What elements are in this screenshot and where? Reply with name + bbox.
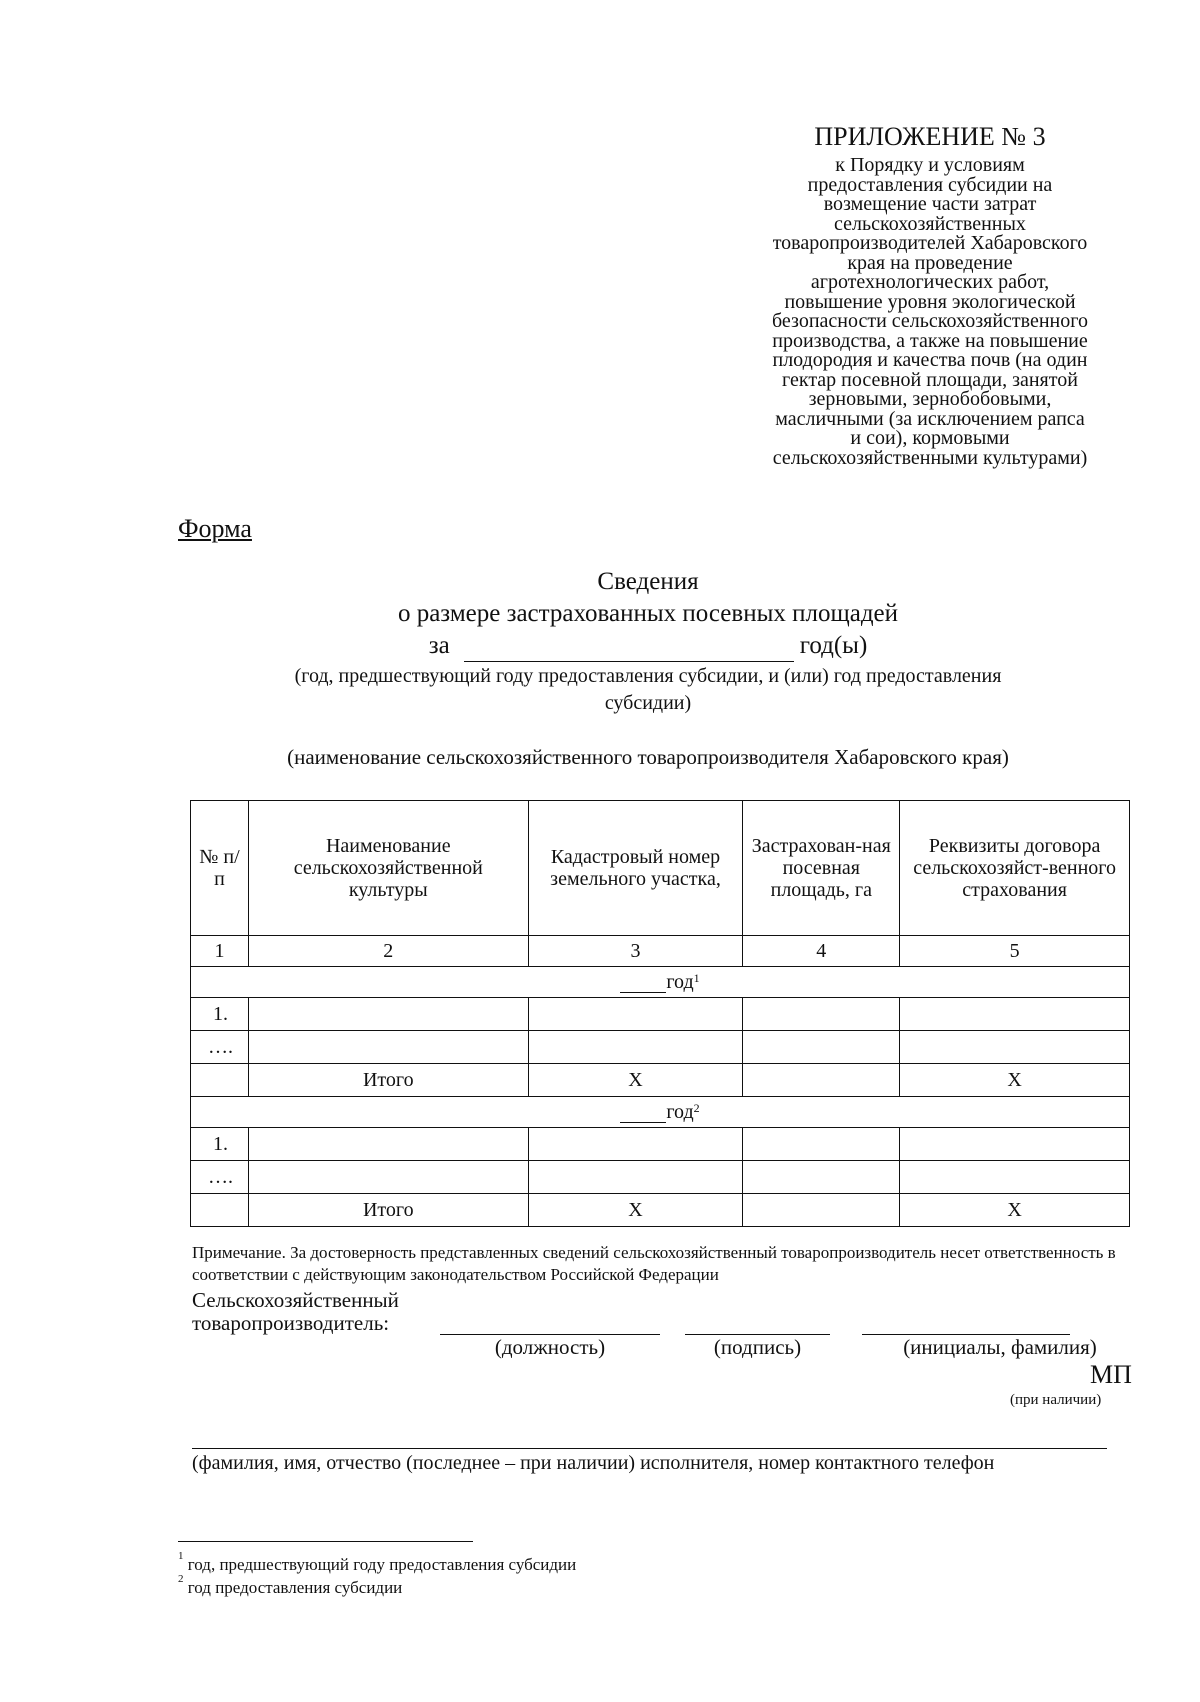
appendix-line: возмещение части затрат [823,193,1037,215]
table-row [191,1031,1130,1064]
table-cell[interactable] [528,998,743,1031]
x-mark: Х [900,1064,1130,1097]
table-cell[interactable] [248,1161,528,1194]
table-cell[interactable] [900,998,1130,1031]
producer-line-1: Сельскохозяйственный [192,1288,399,1312]
appendix-line: повышение уровня экологической [784,290,1076,313]
footnote-mark: 2 [178,1573,184,1585]
appendix-line: зерновыми, зернобобовыми, [808,388,1052,410]
executor-line[interactable] [192,1447,1107,1449]
signature-label: (подпись) [713,1335,802,1359]
header-crop: Наименование сельскохозяйственной культуры [248,801,528,936]
appendix-line: сельскохозяйственными культурами) [772,446,1088,469]
footnote-ref: 1 [693,971,700,985]
appendix-block [715,122,1145,468]
appendix-line: масличными (за исключением рапса [775,407,1085,430]
column-number: 5 [900,936,1130,967]
footnote-1 [178,1550,577,1575]
appendix-line: производства, а также на повышение [772,329,1088,352]
total-row [191,1064,1130,1097]
section-year-1 [191,967,1130,998]
header-area: Застрахован-ная посевная площадь, га [743,801,900,936]
year-blank[interactable] [620,1104,666,1123]
heading-line-1: Сведения [597,568,699,595]
note-text: Примечание. За достоверность представленных сведений сельскохозяйственный товаропроизводитель несет ответственность в соответствии с действующим законодательством Российской Федерации [192,1243,1116,1284]
x-mark: Х [528,1194,743,1227]
table-row [191,1128,1130,1161]
appendix-line: безопасности сельскохозяйственного [772,310,1088,332]
column-number: 3 [528,936,743,967]
table-cell[interactable] [743,1031,900,1064]
section-year-2-row [191,1097,1130,1128]
year-fill-line[interactable] [464,635,794,662]
table-cell[interactable] [743,998,900,1031]
header-contract: Реквизиты договора сельскохозяйст-венного страхования [900,801,1130,936]
row-number: …. [191,1031,249,1064]
section-year-label: год [666,971,694,993]
table-cell[interactable] [528,1161,743,1194]
year-note-line-1: (год, предшествующий году предоставления субсидии, и (или) год предоставления [294,665,1002,687]
section-year-2 [191,1097,1130,1128]
seal-note: (при наличии) [1010,1392,1102,1408]
name-label: (инициалы, фамилия) [903,1335,1097,1359]
appendix-line: сельскохозяйственных [834,212,1026,235]
insured-areas-table [190,800,1130,1227]
row-number: …. [191,1161,249,1194]
column-number: 1 [191,936,249,967]
table-cell [191,1194,249,1227]
row-number: 1. [191,1128,249,1161]
table-cell [191,1064,249,1097]
producer-line-2: товаропроизводитель: [192,1311,390,1335]
total-label: Итого [248,1064,528,1097]
total-row [191,1194,1130,1227]
appendix-line: плодородия и качества почв (на один [772,349,1088,371]
footnote-text: год предоставления субсидии [187,1578,403,1597]
year-blank[interactable] [620,974,666,993]
year-note-line-2: субсидии) [604,692,692,714]
appendix-line: к Порядку и условиям [835,154,1025,176]
table-cell[interactable] [248,1031,528,1064]
appendix-line: предоставления субсидии на [807,173,1053,196]
header-cadastral: Кадастровый номер земельного участка, [528,801,743,936]
section-year-label: год [666,1101,694,1123]
table-row [191,1161,1130,1194]
form-label: Форма [178,514,252,543]
appendix-line: товаропроизводителей Хабаровского [772,232,1088,254]
row-number: 1. [191,998,249,1031]
year-suffix: год(ы) [799,632,868,659]
table-cell[interactable] [743,1194,900,1227]
footnote-mark: 1 [178,1550,184,1562]
seal-label: МП [1090,1360,1132,1389]
appendix-text [715,156,1145,468]
footnote-2 [178,1573,403,1598]
footnote-ref: 2 [693,1101,700,1115]
x-mark: Х [900,1194,1130,1227]
table-cell[interactable] [900,1128,1130,1161]
producer-label [192,1289,399,1335]
total-label: Итого [248,1194,528,1227]
appendix-title: ПРИЛОЖЕНИЕ № 3 [814,122,1046,151]
appendix-line: агротехнологических работ, [810,271,1050,293]
table-cell[interactable] [528,1031,743,1064]
year-line [178,630,1118,662]
appendix-line: края на проведение [847,251,1013,274]
table-row [191,998,1130,1031]
table-cell[interactable] [248,998,528,1031]
table-header-row [191,801,1130,936]
heading-line-2: о размере застрахованных посевных площадей [397,600,899,627]
column-number: 4 [743,936,900,967]
header-number: № п/п [191,801,249,936]
document-heading [178,566,1118,716]
appendix-line: гектар посевной площади, занятой [782,368,1078,391]
za-word: за [428,632,450,659]
footnote-text: год, предшествующий году предоставления субсидии [187,1555,577,1574]
footnote-divider [178,1540,473,1542]
table-cell[interactable] [743,1161,900,1194]
position-label: (должность) [494,1335,606,1359]
table-cell[interactable] [743,1064,900,1097]
table-cell[interactable] [248,1128,528,1161]
table-cell[interactable] [900,1161,1130,1194]
appendix-line: и сои), кормовыми [850,427,1010,449]
table-cell[interactable] [900,1031,1130,1064]
column-number: 2 [248,936,528,967]
x-mark: Х [528,1064,743,1097]
column-numbers-row [191,936,1130,967]
table-cell[interactable] [743,1128,900,1161]
table-cell[interactable] [528,1128,743,1161]
organization-note: (наименование сельскохозяйственного товаропроизводителя Хабаровского края) [287,745,1009,769]
executor-label: (фамилия, имя, отчество (последнее – при наличии) исполнителя, номер контактного телефон [192,1452,995,1474]
section-year-1-row [191,967,1130,998]
